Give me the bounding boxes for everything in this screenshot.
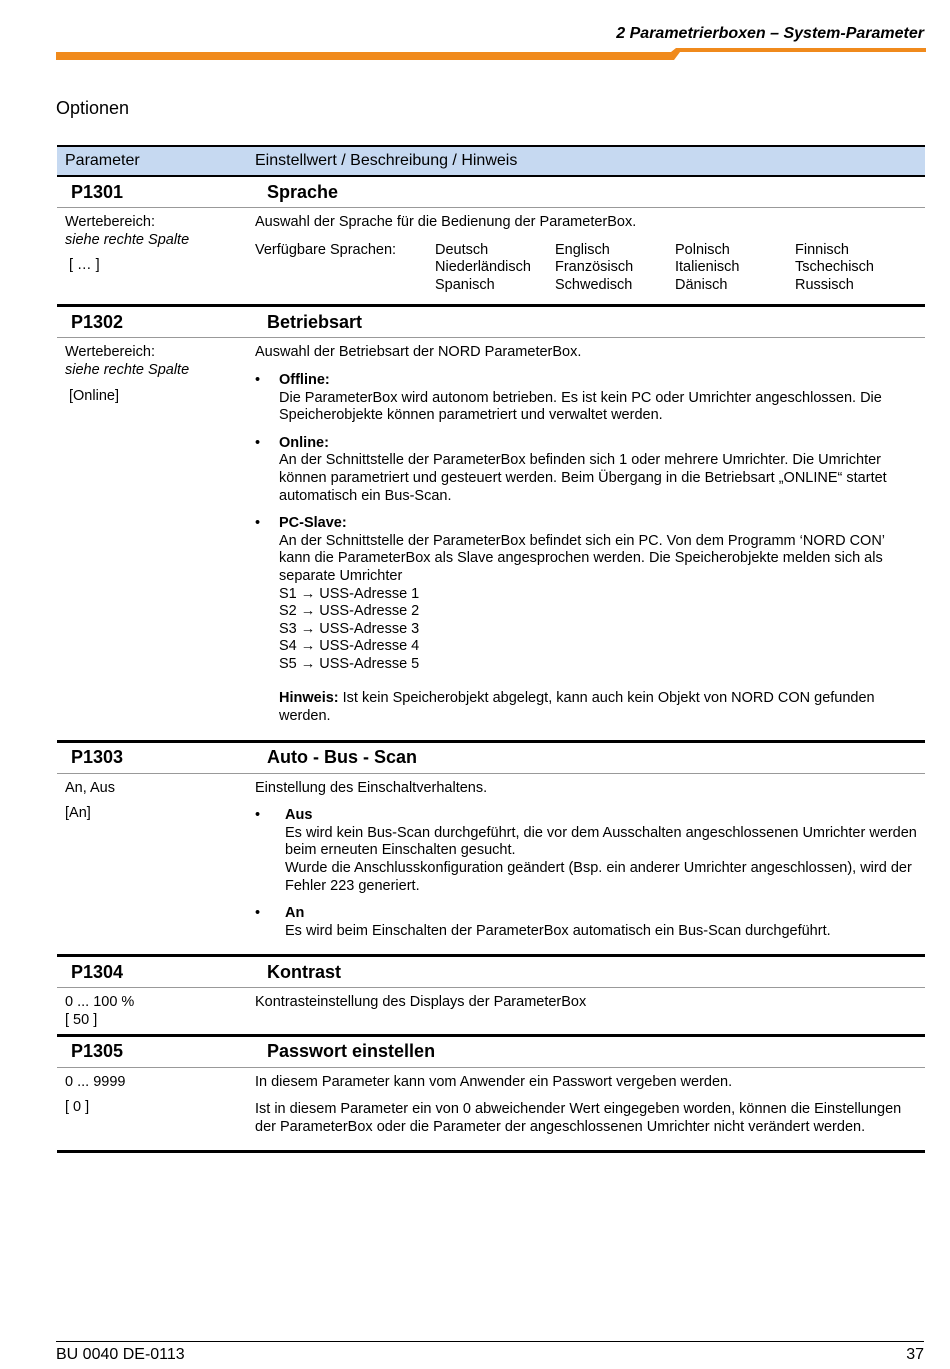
parameter-table [57, 145, 925, 1153]
bullet-text: An der Schnittstelle der ParameterBox befindet sich ein PC. Von dem Programm ‘NORD CON’ kann die ParameterBox als Slave angesprochen werden. Die Speicherobjekte melden sich als separate Umrichter [279, 532, 885, 584]
header-title: 2 Parametrierboxen – System-Parameter [616, 25, 924, 42]
bullet-text: Wurde die Anschlusskonfiguration geändert (Bsp. ein anderer Umrichter angeschlossen), wird der Fehler 223 generiert. [285, 860, 912, 894]
language-grid [255, 242, 919, 295]
param-description: In diesem Parameter kann vom Anwender ein Passwort vergeben werden. [255, 1073, 733, 1090]
slave-address: S4 → USS-Adresse 4 [279, 638, 420, 655]
language-item: Dänisch [675, 276, 728, 293]
footer-doc-id: BU 0040 DE-0113 [56, 1346, 185, 1363]
param-name: Passwort einstellen [267, 1041, 436, 1062]
bullet-icon: • [255, 807, 261, 824]
default-value: [ … ] [69, 257, 100, 274]
default-value: [Online] [69, 387, 119, 404]
language-item: Englisch [555, 241, 610, 258]
param-description: Auswahl der Sprache für die Bedienung der ParameterBox. [255, 214, 637, 230]
language-item: Italienisch [675, 259, 740, 276]
param-name: Betriebsart [267, 311, 363, 332]
param-title-row [57, 957, 925, 988]
param-id: P1305 [71, 1041, 124, 1062]
range-label: Wertebereich: [65, 214, 155, 230]
bullet-text: Die ParameterBox wird autonom betrieben. Es ist kein PC oder Umrichter angeschlossen. Die Speicherobjekte können parametriert und verwaltet werden. [279, 389, 882, 424]
bullet-offline [255, 372, 919, 425]
language-item: Französisch [555, 259, 634, 276]
param-description: Auswahl der Betriebsart der NORD ParameterBox. [255, 344, 582, 361]
bullet-text: Es wird beim Einschalten der ParameterBox automatisch ein Bus-Scan durchgeführt. [285, 922, 831, 939]
param-id: P1302 [71, 311, 124, 332]
range-value: siehe rechte Spalte [65, 361, 190, 378]
param-description: Kontrasteinstellung des Displays der ParameterBox [255, 994, 587, 1011]
param-description: Ist in diesem Parameter ein von 0 abweichender Wert eingegeben worden, können die Einstellungen der ParameterBox oder die Parameter der angeschlossenen Umrichter nicht verändert werden. [255, 1101, 902, 1135]
language-item: Niederländisch [435, 259, 531, 276]
param-body-row [57, 988, 925, 1036]
hint-text: Ist kein Speicherobjekt abgelegt, kann auch kein Objekt von NORD CON gefunden werden. [279, 690, 875, 725]
bullet-icon: • [255, 371, 261, 388]
param-title-row [57, 307, 925, 338]
range-value: 0 ... 100 % [65, 994, 135, 1011]
slave-address: S3 → USS-Adresse 3 [279, 620, 420, 637]
bullet-title: Aus [285, 807, 313, 824]
bullet-icon: • [255, 905, 261, 922]
language-item: Russisch [795, 276, 854, 293]
param-name: Auto - Bus - Scan [267, 747, 418, 768]
header-col-description: Einstellwert / Beschreibung / Hinweis [255, 152, 518, 169]
slave-address: S2 → USS-Adresse 2 [279, 603, 420, 620]
bullet-text: An der Schnittstelle der ParameterBox befinden sich 1 oder mehrere Umrichter. Die Umrichter können parametriert und gesteuert werden. Beim Übergang in die Betriebsart „ONLINE“ startet automatisch ein Bus-Scan. [279, 452, 887, 504]
default-value: [ 0 ] [65, 1099, 90, 1116]
footer-page-number: 37 [906, 1346, 924, 1363]
language-item: Polnisch [675, 241, 730, 258]
param-id: P1304 [71, 961, 124, 982]
bullet-icon: • [255, 434, 261, 451]
param-body-row [57, 208, 925, 307]
language-item: Finnisch [795, 241, 849, 258]
param-title-row [57, 177, 925, 208]
bullet-pc-slave [255, 515, 919, 726]
bullet-an [255, 905, 919, 940]
bullet-title: Online: [279, 434, 329, 451]
language-item: Schwedisch [555, 276, 633, 293]
param-body-row [57, 338, 925, 742]
param-title-row [57, 1037, 925, 1068]
language-item: Deutsch [435, 241, 489, 258]
bullet-aus [255, 807, 919, 895]
slave-address: S1 → USS-Adresse 1 [279, 585, 420, 602]
param-body-row [57, 774, 925, 958]
range-value: An, Aus [65, 779, 115, 796]
hint-label: Hinweis: [279, 690, 339, 707]
hint-note [279, 690, 919, 725]
header-col-parameter: Parameter [65, 152, 140, 169]
param-title-row [57, 743, 925, 774]
slave-address: S5 → USS-Adresse 5 [279, 655, 420, 672]
bullet-text: Es wird kein Bus-Scan durchgeführt, die vor dem Ausschalten angeschlossenen Umrichter werden beim erneuten Einschalten gesucht. [285, 824, 917, 859]
bullet-title: PC-Slave: [279, 515, 347, 532]
bullet-icon: • [255, 515, 261, 532]
param-body-row [57, 1068, 925, 1154]
table-header-row [57, 145, 925, 177]
range-value: 0 ... 9999 [65, 1073, 126, 1090]
bullet-title: An [285, 905, 305, 922]
bullet-online [255, 435, 919, 505]
param-description: Einstellung des Einschaltverhaltens. [255, 779, 488, 796]
param-id: P1303 [71, 747, 124, 768]
language-item: Spanisch [435, 276, 495, 293]
range-value: siehe rechte Spalte [65, 231, 190, 248]
param-name: Sprache [267, 181, 339, 202]
param-name: Kontrast [267, 961, 342, 982]
header-orange-bar [56, 48, 926, 62]
bullet-title: Offline: [279, 371, 330, 388]
range-label: Wertebereich: [65, 344, 155, 361]
page-footer [56, 1341, 924, 1363]
section-heading: Optionen [56, 98, 130, 118]
param-id: P1301 [71, 181, 124, 202]
page-header [0, 0, 950, 60]
default-value: [An] [65, 805, 91, 822]
language-item: Tschechisch [795, 259, 874, 276]
default-value: [ 50 ] [65, 1012, 98, 1028]
languages-label: Verfügbare Sprachen: [255, 241, 397, 258]
